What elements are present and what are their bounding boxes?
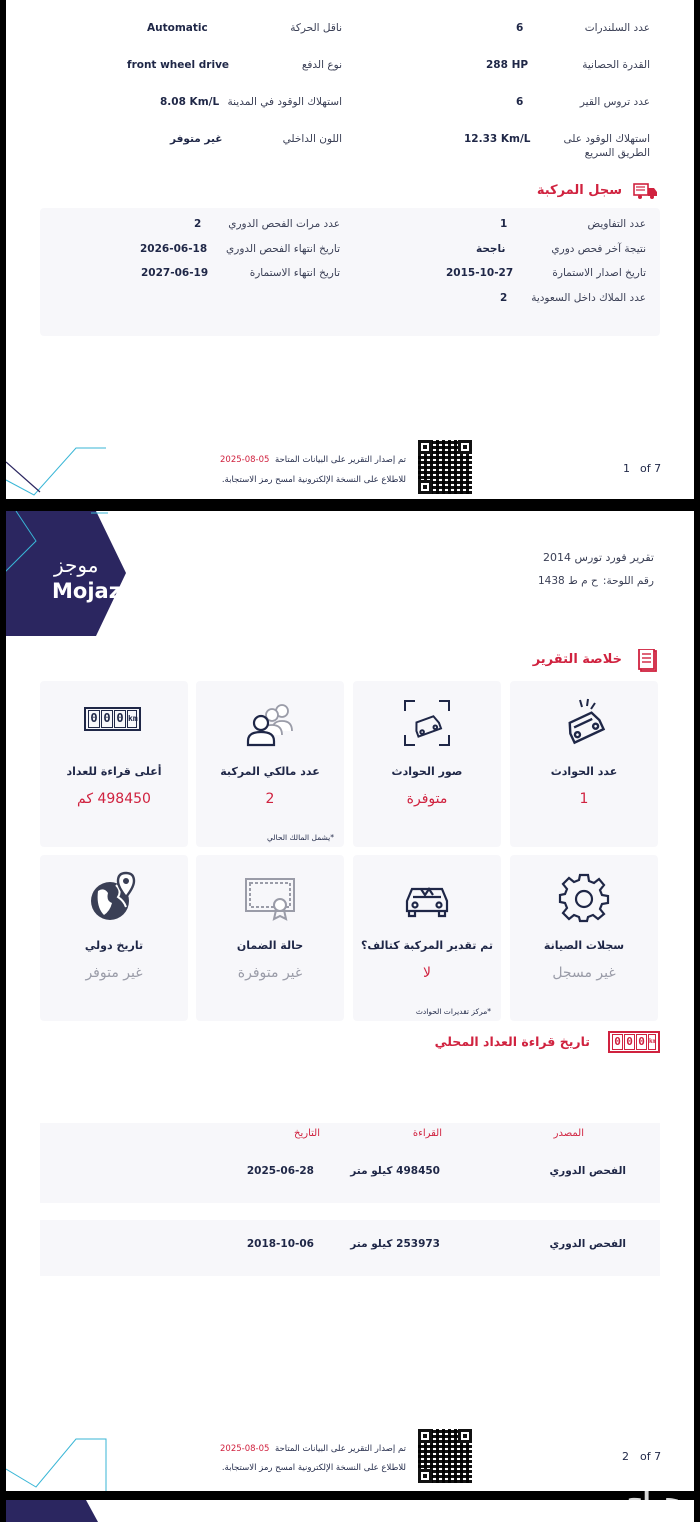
history-value: 2 — [194, 218, 202, 230]
warranty-certificate-icon — [244, 871, 296, 923]
tile-value: 2 — [265, 791, 275, 807]
owners-icon — [244, 697, 296, 749]
cell-reading: 498450 كيلو متر — [350, 1165, 440, 1177]
footer-date: 2025-08-05 — [220, 455, 270, 465]
cell-reading: 253973 كيلو متر — [350, 1238, 440, 1250]
history-label: نتيجة آخر فحص دوري — [551, 243, 646, 255]
qr-code[interactable] — [418, 1429, 472, 1483]
cell-source: الفحص الدوري — [549, 1165, 626, 1177]
history-value: 2026-06-18 — [140, 243, 208, 255]
tile-label: صور الحوادث — [391, 765, 463, 778]
page-total: of 7 — [640, 462, 662, 475]
odometer-icon: 0 0 0 km — [84, 707, 141, 731]
tile-label: سجلات الصيانة — [543, 939, 625, 952]
tile-value: 1 — [579, 791, 589, 807]
accidents-count-tile — [510, 681, 658, 847]
logo-text-arabic: موجز — [54, 553, 99, 577]
history-label: تاريخ انتهاء الفحص الدوري — [226, 243, 340, 255]
spec-value: 12.33 Km/L — [464, 133, 531, 145]
odometer-history-icon: 0 0 0 km — [608, 1030, 660, 1053]
vehicle-history-title: سجل المركبة — [536, 183, 622, 198]
tile-value: 498450 كم — [77, 791, 151, 807]
vehicle-history-icon — [633, 182, 659, 200]
vehicle-history-card — [40, 208, 660, 336]
page-number: 1 — [623, 462, 630, 475]
spec-label: نوع الدفع — [301, 59, 342, 71]
tile-value: غير متوفر — [85, 965, 143, 981]
tile-label: عدد الحوادث — [550, 765, 618, 778]
accident-photo-icon — [401, 697, 453, 749]
cell-date: 2018-10-06 — [246, 1238, 314, 1250]
footer-issued-text: تم إصدار التقرير على البيانات المتاحة — [274, 455, 406, 465]
history-label: عدد مرات الفحص الدوري — [228, 218, 340, 230]
accident-photos-tile — [353, 681, 501, 847]
history-label: عدد الملاك داخل السعودية — [531, 292, 646, 304]
spec-label: الطريق السريع — [584, 147, 650, 159]
spec-label: اللون الداخلي — [282, 133, 342, 145]
report-summary-title: خلاصة التقرير — [532, 652, 622, 667]
table-row — [40, 1220, 660, 1276]
spec-value: غير متوفر — [170, 133, 223, 145]
tile-label: تم تقدير المركبة كتالف؟ — [361, 939, 493, 952]
cell-date: 2025-06-28 — [246, 1165, 314, 1177]
column-header-source: المصدر — [553, 1128, 584, 1139]
odometer-table-header — [40, 1123, 660, 1147]
spec-label: ناقل الحركة — [290, 22, 342, 34]
mojaz-logo — [6, 1500, 106, 1522]
history-value: ناجحة — [476, 243, 506, 255]
spec-label: القدرة الحصانية — [582, 59, 650, 71]
history-value: 2015-10-27 — [446, 267, 514, 279]
footer-scan-text: للاطلاع على النسخة الإلكترونية امسح رمز الاستجابة. — [221, 1463, 406, 1473]
tile-note: *مركز تقديرات الحوادث — [415, 1007, 491, 1016]
haraj-watermark: حراج — [627, 1488, 680, 1513]
footer-issued-text: تم إصدار التقرير على البيانات المتاحة — [274, 1444, 406, 1454]
total-loss-tile — [353, 855, 501, 1021]
tile-value: متوفرة — [406, 791, 448, 807]
crashed-car-icon — [558, 697, 610, 749]
history-value: 1 — [500, 218, 508, 230]
international-history-tile — [40, 855, 188, 1021]
history-label: تاريخ اصدار الاستمارة — [552, 267, 646, 279]
history-value: 2027-06-19 — [141, 267, 209, 279]
column-header-date: التاريخ — [294, 1128, 320, 1139]
warranty-status-tile — [196, 855, 344, 1021]
tile-label: أعلى قراءة للعداد — [66, 765, 162, 778]
report-page-3-partial — [6, 1500, 694, 1522]
spec-value: Automatic — [147, 22, 208, 34]
history-label: عدد التفاويض — [587, 218, 646, 230]
report-page-2 — [6, 511, 694, 1491]
history-value: 2 — [500, 292, 508, 304]
tile-label: تاريخ دولي — [84, 939, 144, 952]
report-summary-icon — [638, 649, 660, 673]
plate-value: ح م ط 1438 — [538, 575, 598, 587]
logo-text-english: Mojaz — [52, 579, 121, 603]
gear-icon — [558, 871, 610, 923]
damaged-car-icon — [401, 871, 453, 923]
tile-label: عدد مالكي المركبة — [220, 765, 320, 778]
page-total: of 7 — [640, 1450, 662, 1463]
spec-value: 8.08 Km/L — [160, 96, 220, 108]
highest-odometer-tile — [40, 681, 188, 847]
plate-label: رقم اللوحة: — [602, 575, 654, 587]
owners-count-tile — [196, 681, 344, 847]
column-header-reading: القراءة — [412, 1128, 442, 1139]
tile-value: غير متوفرة — [237, 965, 303, 981]
history-label: تاريخ انتهاء الاستمارة — [249, 267, 340, 279]
spec-value: 6 — [516, 22, 524, 34]
spec-value: 288 HP — [486, 59, 529, 71]
tile-label: حالة الضمان — [236, 939, 304, 952]
decorative-lines — [6, 1431, 116, 1491]
spec-label: استهلاك الوقود في المدينة — [227, 96, 342, 108]
tile-note: *يشمل المالك الحالي — [267, 833, 334, 842]
report-title: تقرير فورد تورس 2014 — [543, 551, 654, 564]
page-number: 2 — [622, 1450, 629, 1463]
cell-source: الفحص الدوري — [549, 1238, 626, 1250]
decorative-lines — [6, 440, 116, 499]
footer-date: 2025-08-05 — [220, 1444, 270, 1454]
odometer-history-title: تاريخ قراءة العداد المحلي — [434, 1034, 590, 1049]
tile-value: لا — [423, 965, 431, 981]
report-page-1 — [6, 0, 694, 499]
qr-code[interactable] — [418, 440, 472, 494]
spec-label: استهلاك الوقود على — [563, 133, 650, 145]
globe-location-icon — [88, 871, 140, 923]
spec-label: عدد تروس القير — [579, 96, 650, 108]
spec-value: front wheel drive — [127, 59, 230, 71]
tile-value: غير مسجل — [552, 965, 616, 981]
table-row — [40, 1147, 660, 1203]
spec-value: 6 — [516, 96, 524, 108]
footer-scan-text: للاطلاع على النسخة الإلكترونية امسح رمز الاستجابة. — [221, 475, 406, 485]
spec-label: عدد السلندرات — [584, 22, 650, 34]
maintenance-records-tile — [510, 855, 658, 1021]
